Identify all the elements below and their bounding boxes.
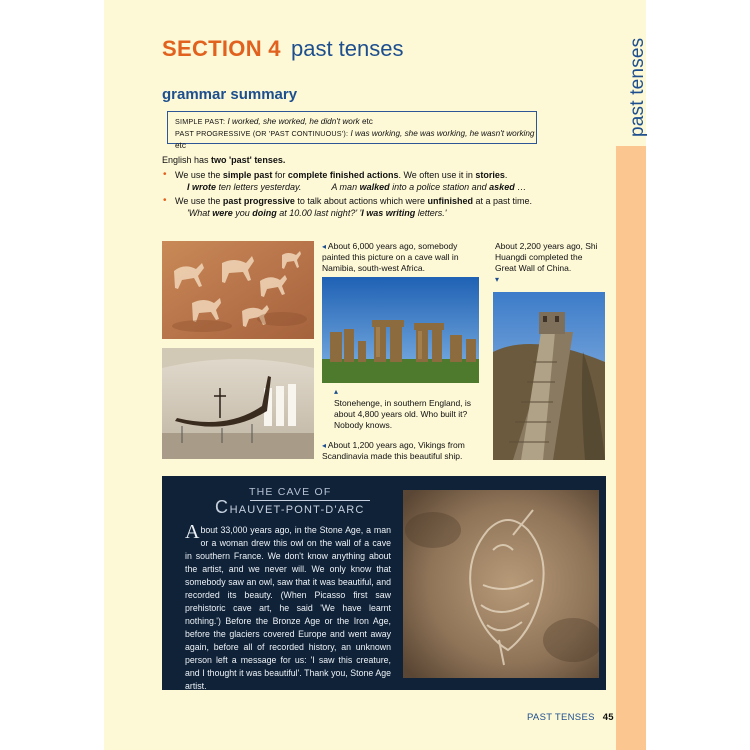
side-tab-label: past tenses bbox=[627, 37, 648, 137]
summary-line-1: SIMPLE PAST: I worked, she worked, he didn't work etc bbox=[175, 117, 373, 126]
section-title bbox=[162, 36, 403, 62]
bullet-dot-icon: • bbox=[163, 195, 167, 206]
namibia-cave-painting-photo bbox=[162, 241, 314, 339]
bullet-dot-icon: • bbox=[163, 169, 167, 180]
caption-vikings: ◂ About 1,200 years ago, Vikings from Scandinavia made this beautiful ship. bbox=[322, 440, 465, 461]
cave-article-text: About 33,000 years ago, in the Stone Age, a man or a woman drew this owl on the wall of a cave in southern France. We don't know anything about the artist, and we never will. We only know that somebody saw an owl, saw that it was beautiful, and recorded its beauty. (When Picasso first saw prehistoric cave art, he said 'We have learnt nothing.') Before the Bronze Age or the Iron Age, before the glaciers covered Europe and went away again, before all of recorded history, an unknown person left a message for us: 'I saw this creature, and I thought it was beautiful'. Thank you, Stone Age artist. bbox=[185, 521, 391, 691]
caption-great-wall: About 2,200 years ago, Shi Huangdi completed the Great Wall of China. ▾ bbox=[495, 241, 598, 284]
bullet-simple-past: • We use the simple past for complete finished actions. We often use it in stories. bbox=[163, 169, 508, 180]
grammar-summary-box bbox=[167, 111, 537, 150]
stonehenge-photo bbox=[322, 277, 479, 383]
arrow-left-icon: ◂ bbox=[322, 441, 327, 450]
footer-label: PAST TENSES bbox=[527, 712, 595, 723]
arrow-up-icon: ▴ bbox=[334, 387, 339, 396]
bullet-list bbox=[162, 169, 602, 219]
caption-stonehenge: Stonehenge, in southern England, is about 4,800 years old. Who built it? Nobody knows. bbox=[334, 398, 472, 430]
example-past-progressive: 'What were you doing at 10.00 last night?' 'I was writing letters.' bbox=[187, 208, 447, 218]
drop-cap: A bbox=[185, 521, 200, 543]
section-name: past tenses bbox=[290, 36, 404, 61]
cave-title-big: CHAUVET-PONT-D'ARC bbox=[215, 497, 365, 517]
example-simple-past: I wrote ten letters yesterday. A man walked into a police station and asked … bbox=[187, 182, 527, 192]
section-number: SECTION 4 bbox=[162, 36, 281, 61]
viking-ship-photo bbox=[162, 348, 314, 459]
summary-line-2: PAST PROGRESSIVE (OR 'PAST CONTINUOUS'): I was working, she was working, he wasn't working etc bbox=[175, 129, 535, 150]
grammar-summary-heading: grammar summary bbox=[162, 86, 298, 103]
bullet-past-progressive: • We use the past progressive to talk about actions which were unfinished at a past time. bbox=[163, 195, 533, 206]
intro-text: English has two 'past' tenses. bbox=[162, 155, 286, 165]
cave-title-small: THE CAVE OF bbox=[249, 486, 332, 498]
page-number: 45 bbox=[602, 712, 614, 723]
great-wall-photo bbox=[493, 292, 605, 460]
arrow-down-icon: ▾ bbox=[495, 275, 500, 284]
chauvet-owl-photo bbox=[403, 490, 599, 678]
caption-namibia: ◂ About 6,000 years ago, somebody painted this picture on a cave wall in Namibia, south-west Africa. bbox=[322, 241, 459, 273]
arrow-left-icon: ◂ bbox=[322, 242, 327, 251]
page-footer bbox=[527, 712, 614, 723]
